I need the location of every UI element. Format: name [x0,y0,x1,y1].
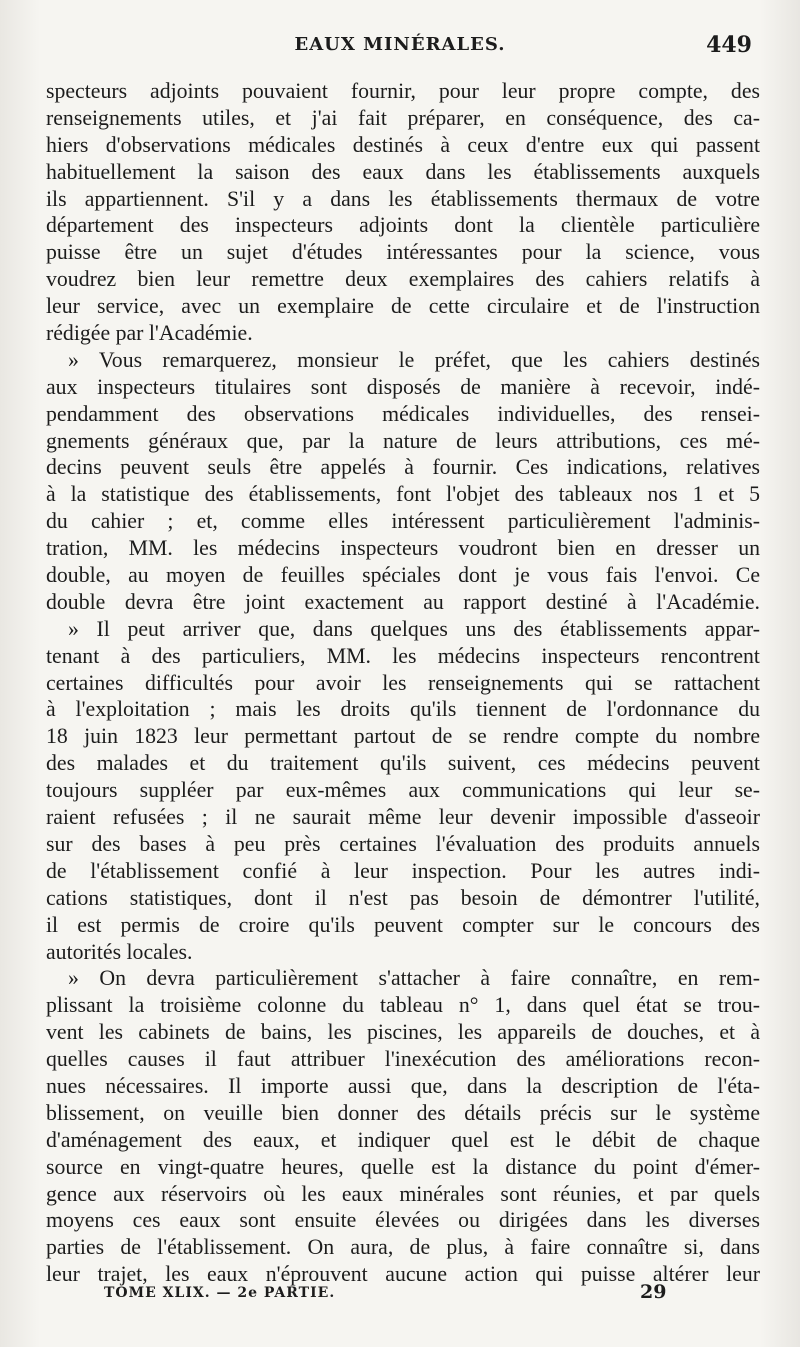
page-header [0,30,800,64]
text-line: nues nécessaires. Il importe aussi que, dans la description de l'éta- [46,1073,760,1098]
text-line: double devra être joint exactement au rapport destiné à l'Académie. [46,589,760,614]
text-line: specteurs adjoints pouvaient fournir, pour leur propre compte, des [46,79,760,103]
text-line: tenant à des particuliers, MM. les médecins inspecteurs rencontrent [46,643,760,668]
signature-mark: TOME XLIX. — 2e PARTIE. [104,1285,336,1301]
text-line: double, au moyen de feuilles spéciales dont je vous fais l'envoi. Ce [46,563,760,588]
text-line: plissant la troisième colonne du tableau n° 1, dans quel état se trou- [46,993,760,1018]
text-line: cations statistiques, dont il n'est pas besoin de démontrer l'utilité, [46,885,760,910]
text-line: voudrez bien leur remettre deux exemplaires des cahiers relatifs à [46,267,760,292]
text-line: blissement, on veuille bien donner des détails précis sur le système [46,1100,760,1125]
text-line: habituellement la saison des eaux dans les établissements auxquels [46,159,760,184]
text-line: pendamment des observations médicales individuelles, des rensei- [46,401,760,426]
text-line: raient refusées ; il ne saurait même leur devenir impossible d'asseoir [46,805,760,830]
text-line: puisse être un sujet d'études intéressantes pour la science, vous [46,240,760,265]
text-line: il est permis de croire qu'ils peuvent compter sur le concours des [46,912,760,937]
text-line: tration, MM. les médecins inspecteurs voudront bien en dresser un [46,536,760,561]
text-line: moyens ces eaux sont ensuite élevées ou dirigées dans les diverses [46,1208,760,1233]
text-line: rédigée par l'Académie. [46,321,253,346]
text-line: source en vingt-quatre heures, quelle est la distance du point d'émer- [46,1154,760,1179]
running-title: EAUX MINÉRALES. [294,34,506,55]
text-line: gence aux réservoirs où les eaux minérales sont réunies, et par quels [46,1181,760,1206]
text-line: decins peuvent seuls être appelés à fournir. Ces indications, relatives [46,455,760,480]
text-line: à la statistique des établissements, font l'objet des tableaux nos 1 et 5 [46,482,760,507]
text-line: ils appartiennent. S'il y a dans les établissements thermaux de votre [46,186,760,211]
text-line: quelles causes il faut attribuer l'inexécution des améliorations recon- [46,1047,760,1072]
text-line: hiers d'observations médicales destinés à ceux d'entre eux qui passent [46,132,760,157]
text-line: de l'établissement confié à leur inspection. Pour les autres indi- [46,858,760,883]
text-line: certaines difficultés pour avoir les renseignements qui se rattachent [46,670,760,695]
sheet-number: 29 [640,1281,667,1303]
text-line: autorités locales. [46,939,193,964]
text-line: vent les cabinets de bains, les piscines, les appareils de douches, et à [46,1020,760,1045]
text-line: sur des bases à peu près certaines l'évaluation des produits annuels [46,831,760,856]
text-line: leur service, avec un exemplaire de cette circulaire et de l'instruction [46,294,760,319]
text-line: 18 juin 1823 leur permettant partout de se rendre compte du nombre [46,724,760,749]
paragraph-start-line: » On devra particulièrement s'attacher à faire connaître, en rem- [68,966,760,991]
text-line: leur trajet, les eaux n'éprouvent aucune action qui puisse altérer leur [46,1262,760,1287]
text-line: d'aménagement des eaux, et indiquer quel est le débit de chaque [46,1127,760,1152]
text-line: renseignements utiles, et j'ai fait préparer, en conséquence, des ca- [46,105,760,130]
body-text [46,78,760,1288]
text-line: du cahier ; et, comme elles intéressent particulièrement l'adminis- [46,509,760,534]
text-line: département des inspecteurs adjoints dont la clientèle particulière [46,213,760,238]
page-number: 449 [706,32,752,58]
text-line: gnements généraux que, par la nature de leurs attributions, ces mé- [46,428,760,453]
page-footer [0,1281,800,1311]
text-line: aux inspecteurs titulaires sont disposés de manière à recevoir, indé- [46,374,760,399]
text-line: parties de l'établissement. On aura, de plus, à faire connaître si, dans [46,1235,760,1260]
paragraph-start-line: » Vous remarquerez, monsieur le préfet, que les cahiers destinés [68,347,760,372]
text-line: toujours suppléer par eux-mêmes aux communications qui leur se- [46,778,760,803]
text-line: des malades et du traitement qu'ils suivent, ces médecins peuvent [46,751,760,776]
paragraph-start-line: » Il peut arriver que, dans quelques uns des établissements appar- [68,616,760,641]
text-line: à l'exploitation ; mais les droits qu'ils tiennent de l'ordonnance du [46,697,760,722]
